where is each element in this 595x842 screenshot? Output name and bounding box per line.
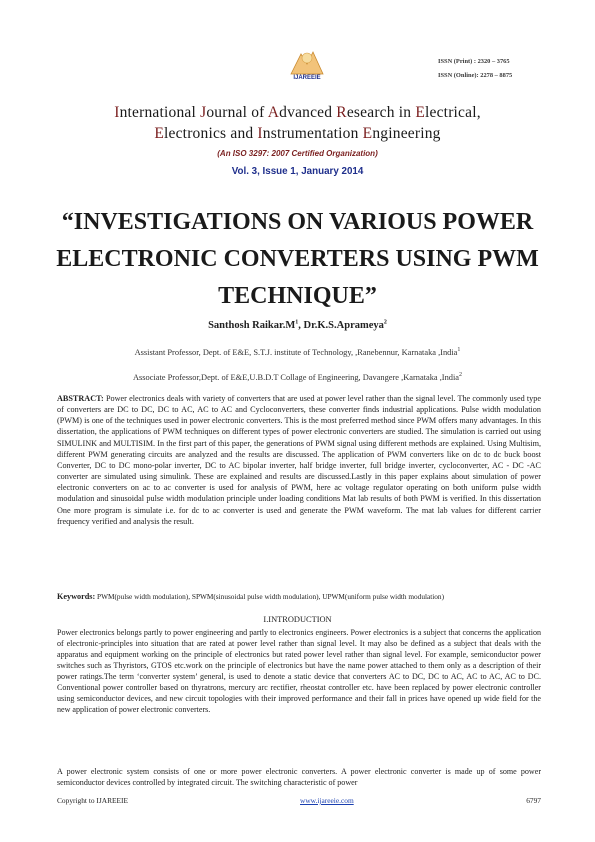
- journal-name: [0, 102, 595, 144]
- journal-name-line1: International Journal of Advanced Research in Electrical,: [114, 104, 481, 121]
- introduction-paragraph-2: A power electronic system consists of one or more power electronic converters. A power electronic converter is made up of some power semiconductor devices controlled by integrated circuit. The switching characteristic of power: [57, 767, 541, 787]
- footer-url-link[interactable]: www.ijareeie.com: [300, 796, 354, 805]
- author-2: Dr.K.S.Aprameya: [303, 320, 384, 331]
- keywords-text: PWM(pulse width modulation), SPWM(sinusoidal pulse width modulation), UPWM(uniform pulse width modulation): [95, 592, 445, 601]
- affiliation-2: [0, 373, 595, 382]
- issn-block: [438, 55, 512, 83]
- issn-online: ISSN (Online): 2278 – 8875: [438, 72, 513, 79]
- author-1: Santhosh Raikar.M: [208, 320, 296, 331]
- affiliation-2-sup: 2: [459, 372, 463, 379]
- footer-page-number: 6797: [526, 796, 541, 805]
- section-heading-introduction: I.INTRODUCTION: [263, 615, 332, 624]
- journal-logo: [287, 48, 327, 81]
- affiliation-2-text: Associate Professor,Dept. of E&E,U.B.D.T Collage of Engineering, Davangere ,Karnataka ,India: [132, 373, 460, 382]
- abstract-text: Power electronics deals with variety of converters that are used at power level rather than the signal level. The commonly used type of converters are DC to DC, DC to AC, AC to AC and Cycloconverters, these converter finds industrial applications. Pulse width modulation (PWM) is one of the techniques used in power electronic converters. This is the most preferred method since PWM offers many advantages. In this dissertation, the applications of PWM techniques on different types of power electronic converters are studied. The simulation is carried out using SIMULINK and MULTISIM. In the first part of this paper, the generations of PWM signal using different methods are explained. Using Multisim, different PWM generating circuits are analyzed and the results are discussed. The application of PWM converters like on dc to dc buck boost Converter, DC to DC mono-polar inverter, DC to AC bipolar inverter, half bridge inverter, full bridge inverter, cycloconverter, AC - DC -AC converter are simulated using simulink. These are explained and results are discussed.Lastly in this paper explains about simulation of power electronic converters on ac to ac converter is used for analysis of PWM, here ac voltage regulator operating on both uniform pulse width modulation and sinusoidal pulse width modulation principle under loading conditions Mat lab results of both PWM is verified. In this dissertation One more program is simulate i.e. for dc to ac converter is used and generate the PWM waveform. The mat lab values for different carrier frequency verified and analysis the result.: [57, 394, 541, 526]
- affiliation-1-text: Assistant Professor, Dept. of E&E, S.T.J. institute of Technology, ,Ranebennur, Karnataka ,India: [134, 348, 458, 357]
- authors: [0, 320, 595, 331]
- abstract: [57, 393, 541, 527]
- author-2-sup: 2: [383, 319, 387, 326]
- iso-certification: (An ISO 3297: 2007 Certified Organization): [217, 149, 378, 158]
- affiliation-1-sup: 1: [457, 347, 461, 354]
- paper-title: “INVESTIGATIONS ON VARIOUS POWER ELECTRONIC CONVERTERS USING PWM TECHNIQUE”: [56, 209, 539, 309]
- logo-text: IJAREEIE: [293, 75, 321, 81]
- volume-issue: Vol. 3, Issue 1, January 2014: [231, 166, 364, 177]
- introduction-paragraph-1: Power electronics belongs partly to power engineering and partly to electronics engineers. Power electronics is a subject that concerns the application of electronic-principles into situation that are rated at power level rather than signal level. It may also be defined as a subject that deals with the apparatus and equipment working on the principle of electronics but rated power level rather than signal level. For example, semiconductor power switches such as Thyristors, GTOS etc.work on the principle of electronics but have the name power attached to them only as a description of their power ratings.The term ‘converter system’ general, is used to denote a static device that converters AC to DC, DC to AC, AC to AC, AC to DC. Conventional power controller based on thyratrons, mercury arc rectifier, rheostat controller etc. have been replaced by power electronic controller using semiconductor devices, and new circuit topologies with their improved performance and their fall in prices have opened up wide field for the new application of power electronic converters.: [57, 628, 541, 714]
- keywords: [57, 592, 547, 601]
- affiliation-1: [0, 348, 595, 357]
- keywords-label: Keywords:: [57, 592, 96, 601]
- author-separator: ,: [298, 320, 304, 331]
- footer-copyright: Copyright to IJAREEIE: [57, 796, 129, 805]
- journal-name-line2: Electronics and Instrumentation Engineering: [154, 125, 441, 142]
- issn-print: ISSN (Print) : 2320 – 3765: [438, 58, 510, 65]
- author-1-sup: 1: [295, 319, 299, 326]
- abstract-label: ABSTRACT:: [57, 394, 104, 403]
